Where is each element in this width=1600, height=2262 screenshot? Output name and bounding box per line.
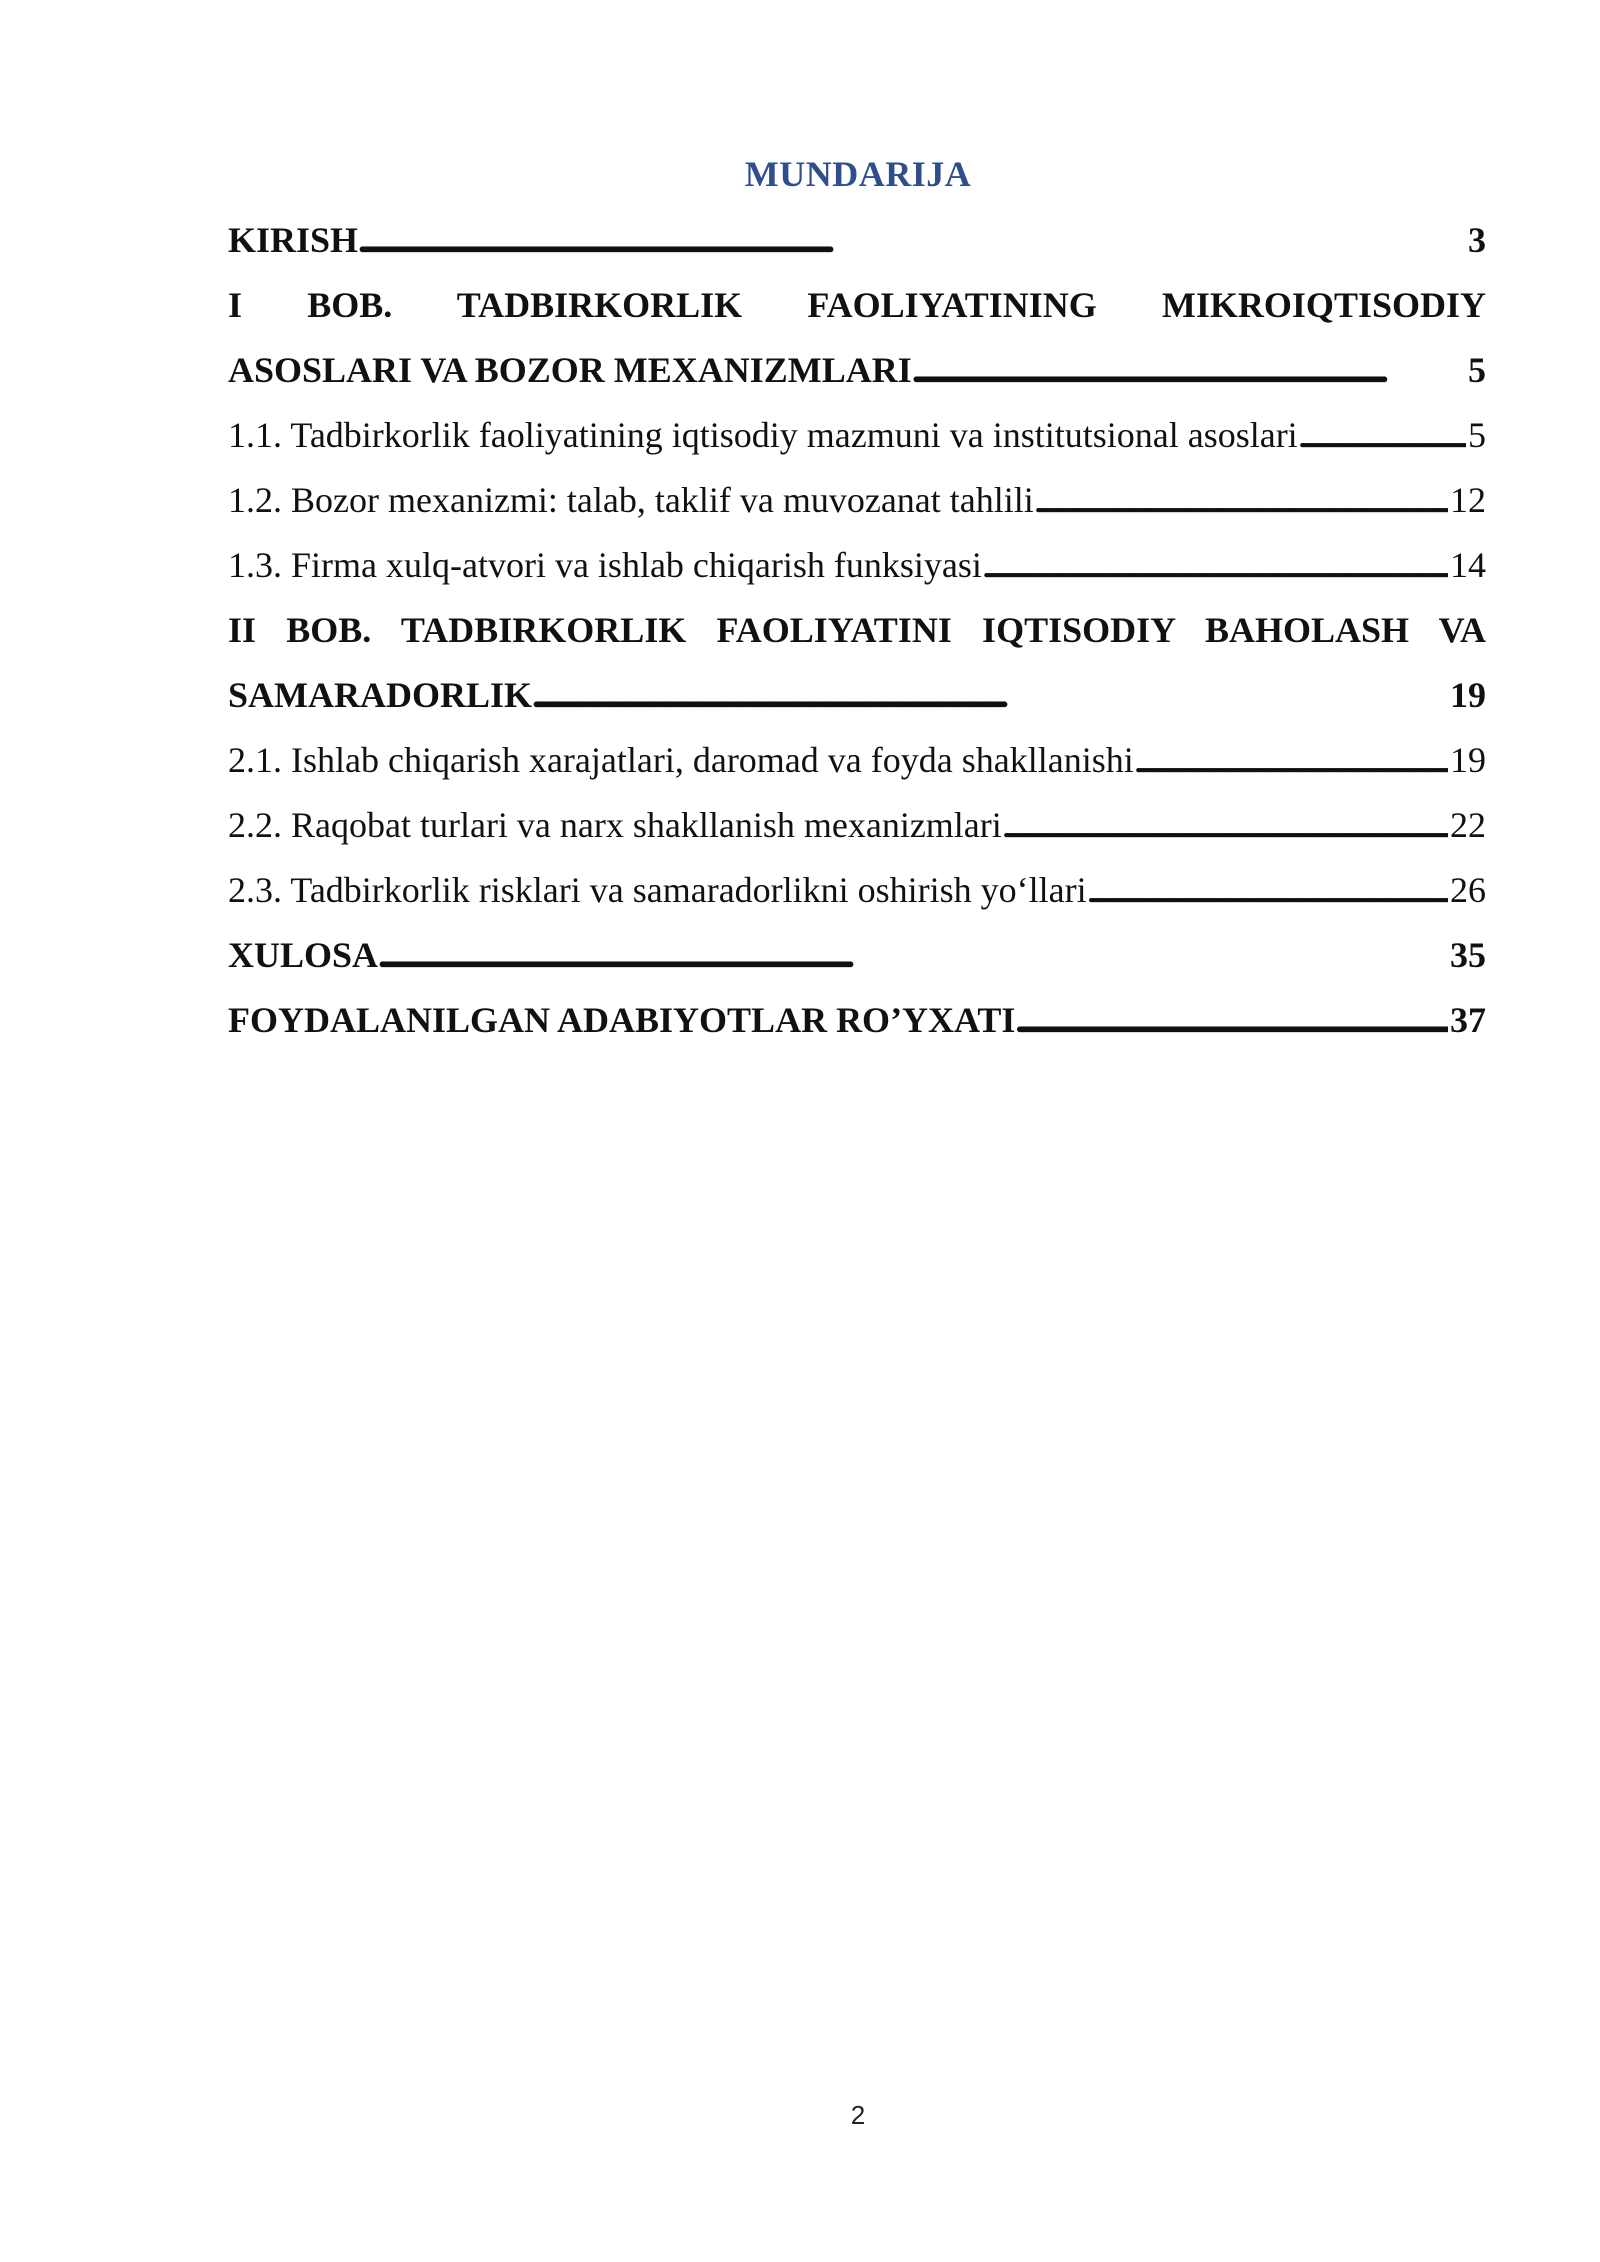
toc-dot-leader	[1002, 793, 1448, 858]
toc-entry-chapter-1-line1[interactable]: I BOB. TADBIRKORLIK FAOLIYATINING MIKROIQTISODIY	[228, 285, 1486, 325]
toc-entry-title: 2.1. Ishlab chiqarish xarajatlari, daromad va foyda shakllanishi	[228, 740, 1134, 780]
toc-entry-title: SAMARADORLIK	[228, 675, 533, 715]
toc-entry-1-1[interactable]	[228, 403, 1486, 468]
toc-entry-page: 37	[1450, 1000, 1486, 1040]
toc-entry-page: 3	[1468, 220, 1486, 260]
toc-entry-chapter-2[interactable]	[228, 663, 1486, 728]
toc-dot-leader	[1034, 468, 1448, 533]
toc-entry-2-3[interactable]	[228, 858, 1486, 923]
toc-dot-leader	[532, 663, 1448, 728]
toc-entry-title: 1.2. Bozor mexanizmi: talab, taklif va muvozanat tahlili	[228, 480, 1034, 520]
toc-entry-title: 2.3. Tadbirkorlik risklari va samaradorlikni oshirish yo‘llari	[228, 870, 1087, 910]
toc-entry-title: 1.3. Firma xulq-atvori va ishlab chiqarish funksiyasi	[228, 545, 982, 585]
toc-entry-title: FOYDALANILGAN ADABIYOTLAR RO’YXATI	[228, 1000, 1016, 1040]
toc-entry-chapter-1[interactable]	[228, 338, 1486, 403]
toc-entry-title: 1.1. Tadbirkorlik faoliyatining iqtisodiy mazmuni va institutsional asoslari	[228, 415, 1298, 455]
page-number: 2	[850, 2100, 866, 2130]
toc-dot-leader	[1015, 988, 1448, 1053]
toc-dot-leader	[1298, 403, 1466, 468]
toc-entry-title: XULOSA	[228, 935, 379, 975]
toc-dot-leader	[982, 533, 1448, 598]
toc-entry-kirish[interactable]	[228, 208, 1486, 273]
toc-entry-page: 14	[1450, 545, 1486, 585]
toc-dot-leader	[1134, 728, 1448, 793]
toc-dot-leader	[358, 208, 1466, 273]
toc-heading: MUNDARIJA	[744, 154, 972, 194]
toc-entry-page: 35	[1450, 935, 1486, 975]
toc-entry-page: 19	[1450, 675, 1486, 715]
toc-dot-leader	[1087, 858, 1448, 923]
toc-entry-title: KIRISH	[228, 220, 359, 260]
table-of-contents	[228, 208, 1486, 1053]
toc-entry-2-1[interactable]	[228, 728, 1486, 793]
toc-entry-chapter-2-line1[interactable]: II BOB. TADBIRKORLIK FAOLIYATINI IQTISODIY BAHOLASH VA	[228, 610, 1486, 650]
toc-entry-references[interactable]	[228, 988, 1486, 1053]
toc-entry-title: ASOSLARI VA BOZOR MEXANIZMLARI	[228, 350, 912, 390]
toc-entry-page: 12	[1450, 480, 1486, 520]
toc-entry-page: 5	[1468, 350, 1486, 390]
toc-entry-page: 19	[1450, 740, 1486, 780]
toc-entry-xulosa[interactable]	[228, 923, 1486, 988]
toc-dot-leader	[912, 338, 1466, 403]
toc-entry-2-2[interactable]	[228, 793, 1486, 858]
toc-entry-title: 2.2. Raqobat turlari va narx shakllanish mexanizmlari	[228, 805, 1002, 845]
toc-entry-1-2[interactable]	[228, 468, 1486, 533]
toc-dot-leader	[378, 923, 1448, 988]
toc-entry-page: 22	[1450, 805, 1486, 845]
toc-entry-page: 26	[1450, 870, 1486, 910]
toc-entry-page: 5	[1468, 415, 1486, 455]
toc-entry-1-3[interactable]	[228, 533, 1486, 598]
